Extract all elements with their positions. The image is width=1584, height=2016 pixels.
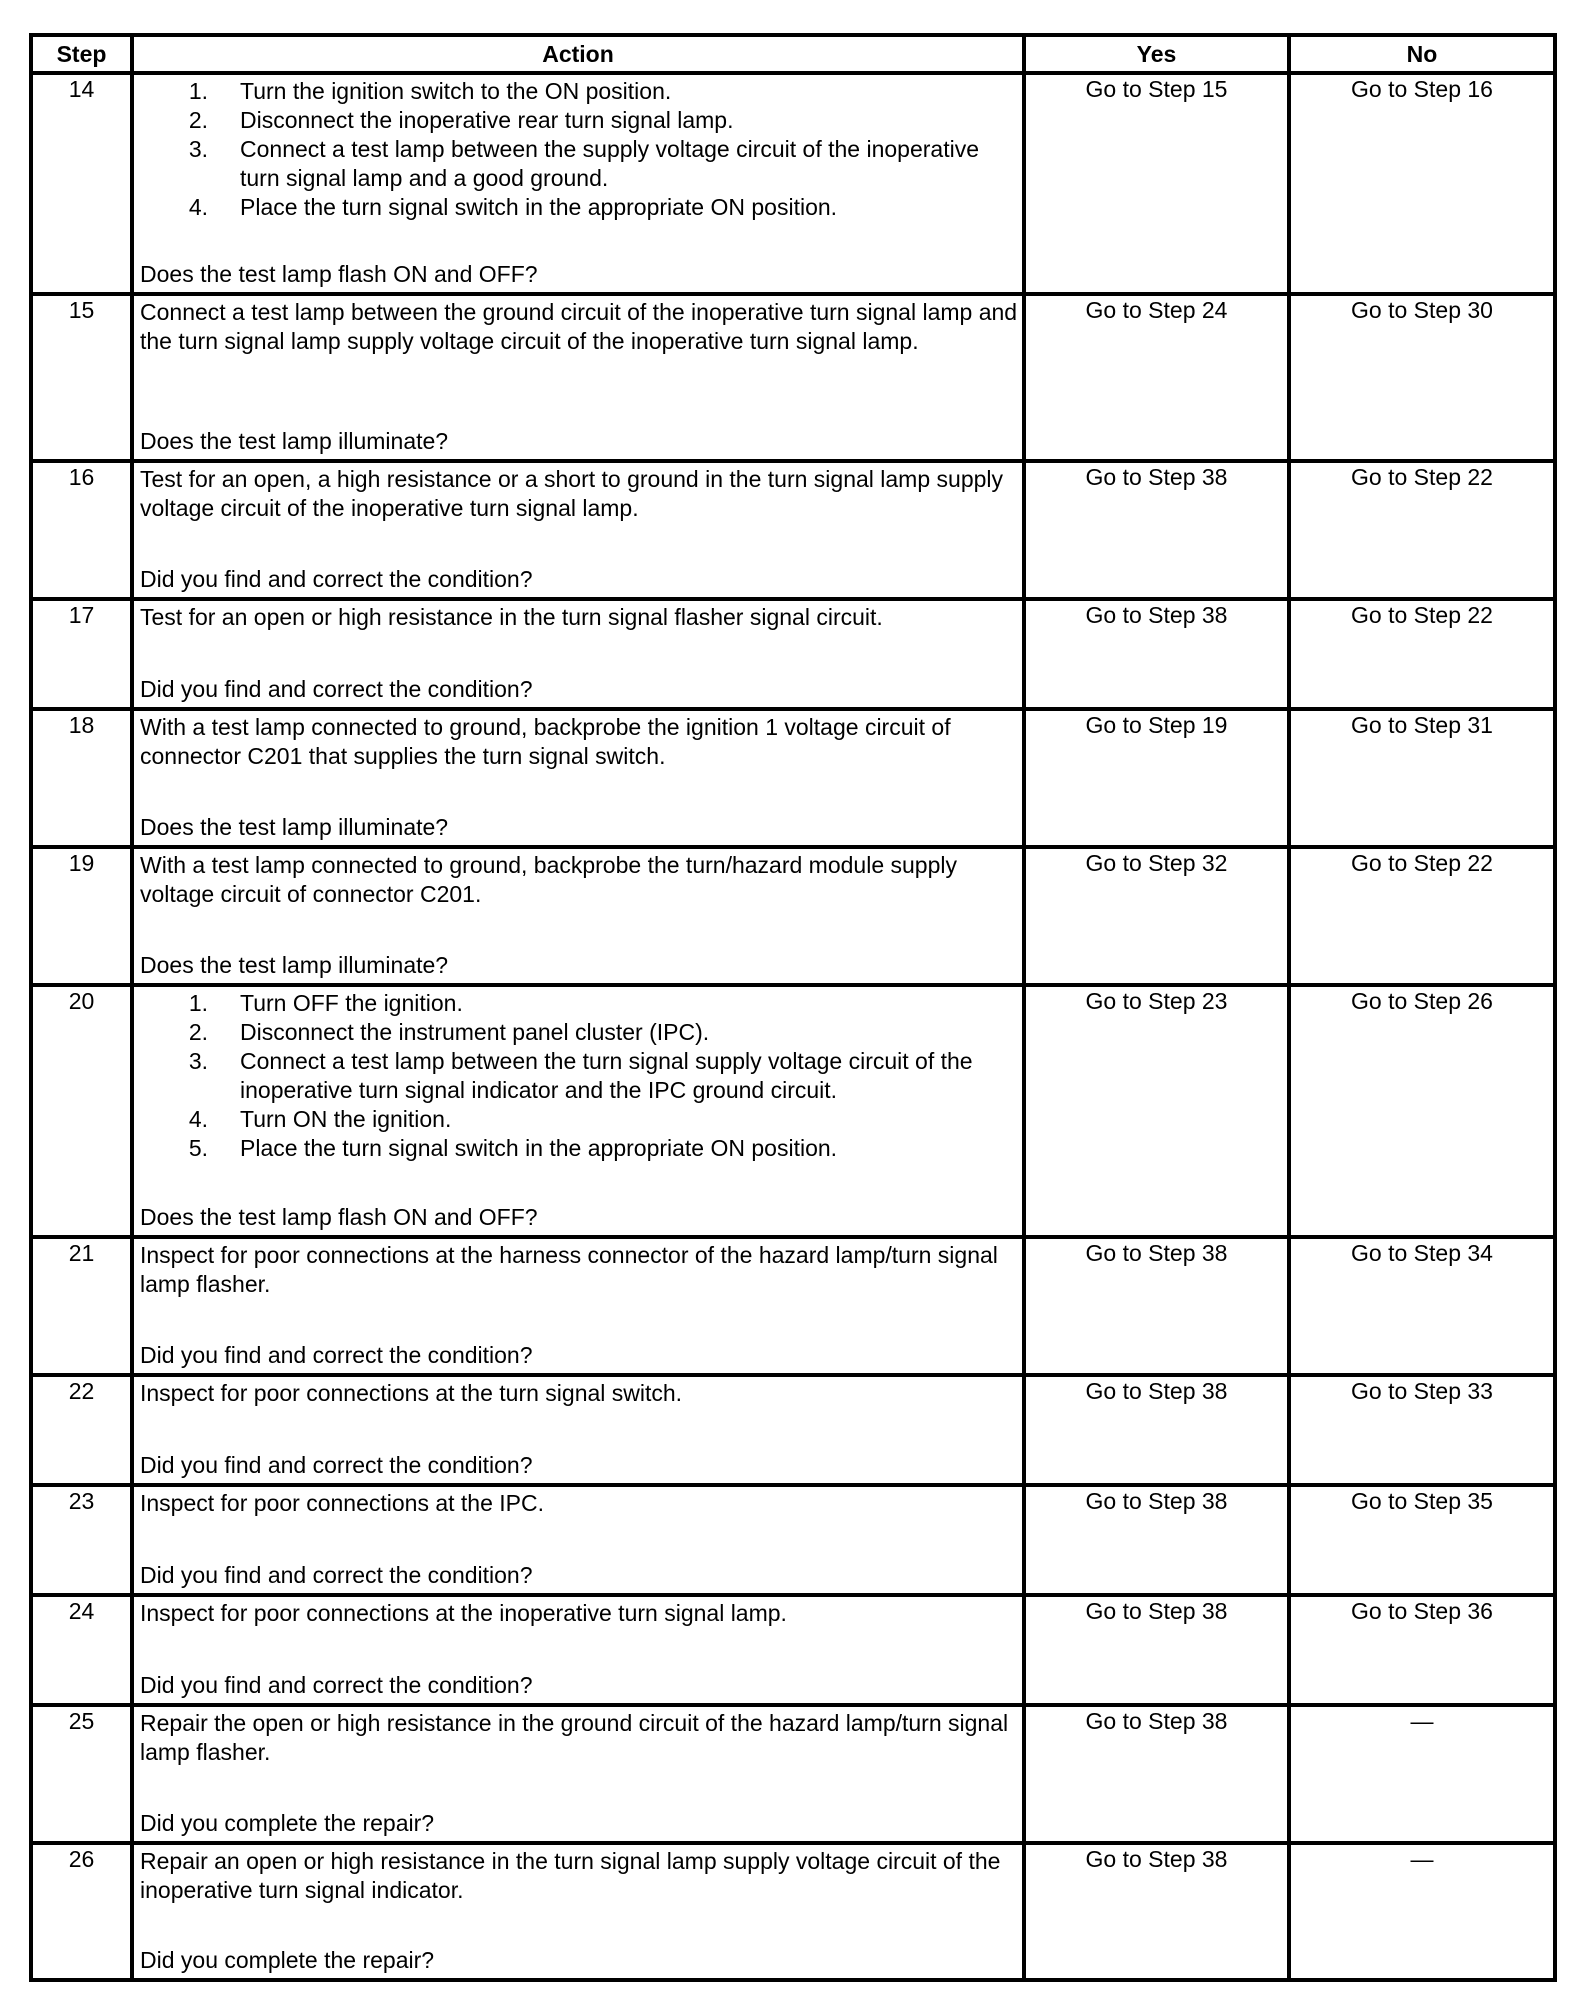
list-item-text: Connect a test lamp between the turn signal supply voltage circuit of the inoperative turn signal indicator and the IPC ground circuit. xyxy=(240,1048,973,1103)
action-instructions xyxy=(140,1489,1018,1561)
no-result: — xyxy=(1410,1846,1434,1872)
no-result: Go to Step 22 xyxy=(1351,602,1493,628)
action-text: With a test lamp connected to ground, backprobe the turn/hazard module supply voltage circuit of connector C201. xyxy=(140,852,957,907)
list-item-text: Turn ON the ignition. xyxy=(240,1106,452,1132)
no-cell xyxy=(1289,1237,1555,1375)
yes-result: Go to Step 38 xyxy=(1085,1488,1228,1514)
yes-cell xyxy=(1024,1485,1289,1595)
action-cell xyxy=(132,1375,1024,1485)
action-text: Inspect for poor connections at the IPC. xyxy=(140,1490,545,1516)
no-cell xyxy=(1289,709,1555,847)
action-instructions xyxy=(140,851,1018,951)
action-content xyxy=(134,1239,1022,1373)
step-number: 19 xyxy=(31,847,132,985)
table-row xyxy=(31,1485,1555,1595)
header-step: Step xyxy=(31,35,132,73)
action-text: Test for an open, a high resistance or a short to ground in the turn signal lamp supply voltage circuit of the inoperative turn signal lamp. xyxy=(140,466,1004,521)
list-item-text: Disconnect the inoperative rear turn signal lamp. xyxy=(240,107,734,133)
header-no: No xyxy=(1289,35,1555,73)
yes-cell xyxy=(1024,73,1289,294)
list-item xyxy=(140,1134,1018,1163)
yes-result: Go to Step 38 xyxy=(1085,602,1228,628)
action-instructions xyxy=(140,1241,1018,1341)
yes-result: Go to Step 38 xyxy=(1085,1378,1228,1404)
list-item-number: 2. xyxy=(188,1019,208,1045)
step-number: 15 xyxy=(31,294,132,461)
action-cell xyxy=(132,985,1024,1237)
step-number: 14 xyxy=(31,73,132,294)
no-cell xyxy=(1289,1595,1555,1705)
action-content xyxy=(134,296,1022,459)
list-item-text: Turn OFF the ignition. xyxy=(240,990,463,1016)
header-row xyxy=(31,35,1555,73)
header-action: Action xyxy=(132,35,1024,73)
list-item-number: 4. xyxy=(188,194,208,220)
no-result: Go to Step 22 xyxy=(1351,464,1493,490)
list-item xyxy=(140,1105,1018,1134)
action-question: Does the test lamp illuminate? xyxy=(140,952,449,978)
no-result: Go to Step 31 xyxy=(1351,712,1493,738)
table-row xyxy=(31,985,1555,1237)
action-question: Did you complete the repair? xyxy=(140,1810,435,1836)
action-cell xyxy=(132,1595,1024,1705)
action-cell xyxy=(132,1237,1024,1375)
list-item-number: 2. xyxy=(188,107,208,133)
table-row xyxy=(31,709,1555,847)
no-cell xyxy=(1289,73,1555,294)
no-cell xyxy=(1289,1375,1555,1485)
table-row xyxy=(31,461,1555,599)
yes-cell xyxy=(1024,1375,1289,1485)
table-row xyxy=(31,847,1555,985)
yes-cell xyxy=(1024,599,1289,709)
no-result: Go to Step 26 xyxy=(1351,988,1493,1014)
action-question: Did you find and correct the condition? xyxy=(140,1452,533,1478)
action-instructions xyxy=(140,1379,1018,1451)
no-result: Go to Step 35 xyxy=(1351,1488,1493,1514)
yes-result: Go to Step 19 xyxy=(1085,712,1228,738)
action-instructions xyxy=(140,465,1018,565)
action-question: Does the test lamp illuminate? xyxy=(140,428,449,454)
header-yes: Yes xyxy=(1024,35,1289,73)
no-cell xyxy=(1289,599,1555,709)
yes-cell xyxy=(1024,461,1289,599)
action-content xyxy=(134,1597,1022,1703)
action-text: With a test lamp connected to ground, backprobe the ignition 1 voltage circuit of connector C201 that supplies the turn signal switch. xyxy=(140,714,951,769)
action-cell xyxy=(132,1705,1024,1843)
action-text: Inspect for poor connections at the inoperative turn signal lamp. xyxy=(140,1600,787,1626)
step-number: 23 xyxy=(31,1485,132,1595)
instruction-list xyxy=(140,989,1018,1163)
table-row xyxy=(31,73,1555,294)
table-row xyxy=(31,1375,1555,1485)
list-item xyxy=(140,989,1018,1018)
list-item-text: Place the turn signal switch in the appropriate ON position. xyxy=(240,194,838,220)
list-item-text: Place the turn signal switch in the appropriate ON position. xyxy=(240,1135,838,1161)
action-content xyxy=(134,75,1022,292)
action-instructions xyxy=(140,713,1018,813)
yes-result: Go to Step 23 xyxy=(1085,988,1228,1014)
step-number: 21 xyxy=(31,1237,132,1375)
list-item-text: Turn the ignition switch to the ON position. xyxy=(240,78,672,104)
table-row xyxy=(31,1843,1555,1980)
yes-result: Go to Step 15 xyxy=(1085,76,1228,102)
no-result: — xyxy=(1410,1708,1434,1734)
list-item-number: 4. xyxy=(188,1106,208,1132)
table-body xyxy=(31,73,1555,1980)
action-text: Connect a test lamp between the ground circuit of the inoperative turn signal lamp and the turn signal lamp supply voltage circuit of the inoperative turn signal lamp. xyxy=(140,299,1018,354)
list-item xyxy=(140,77,1018,106)
step-number: 24 xyxy=(31,1595,132,1705)
no-cell xyxy=(1289,985,1555,1237)
action-instructions xyxy=(140,603,1018,675)
list-item-number: 1. xyxy=(188,990,208,1016)
no-cell xyxy=(1289,461,1555,599)
yes-cell xyxy=(1024,1705,1289,1843)
yes-result: Go to Step 38 xyxy=(1085,1598,1228,1624)
list-item-number: 5. xyxy=(188,1135,208,1161)
action-question: Does the test lamp illuminate? xyxy=(140,814,449,840)
action-question: Does the test lamp flash ON and OFF? xyxy=(140,261,538,287)
action-question: Does the test lamp flash ON and OFF? xyxy=(140,1204,538,1230)
action-question: Did you find and correct the condition? xyxy=(140,566,533,592)
action-cell xyxy=(132,1843,1024,1980)
yes-result: Go to Step 24 xyxy=(1085,297,1228,323)
action-text: Test for an open or high resistance in the turn signal flasher signal circuit. xyxy=(140,604,883,630)
list-item-number: 3. xyxy=(188,136,208,162)
action-content xyxy=(134,601,1022,707)
action-instructions xyxy=(140,77,1018,260)
list-item xyxy=(140,193,1018,222)
action-text: Repair the open or high resistance in the ground circuit of the hazard lamp/turn signal lamp flasher. xyxy=(140,1710,1009,1765)
action-content xyxy=(134,1487,1022,1593)
action-cell xyxy=(132,461,1024,599)
diagnostic-table xyxy=(29,33,1557,1982)
list-item xyxy=(140,1018,1018,1047)
action-instructions xyxy=(140,298,1018,427)
list-item xyxy=(140,1047,1018,1105)
action-content xyxy=(134,849,1022,983)
action-question: Did you complete the repair? xyxy=(140,1947,435,1973)
list-item xyxy=(140,106,1018,135)
table-row xyxy=(31,599,1555,709)
action-content xyxy=(134,711,1022,845)
yes-result: Go to Step 38 xyxy=(1085,464,1228,490)
action-question: Did you find and correct the condition? xyxy=(140,676,533,702)
list-item-number: 3. xyxy=(188,1048,208,1074)
action-cell xyxy=(132,709,1024,847)
step-number: 20 xyxy=(31,985,132,1237)
action-content xyxy=(134,1707,1022,1841)
list-item xyxy=(140,135,1018,193)
action-content xyxy=(134,1377,1022,1483)
action-content xyxy=(134,1845,1022,1978)
action-text: Inspect for poor connections at the harness connector of the hazard lamp/turn signal lamp flasher. xyxy=(140,1242,998,1297)
yes-cell xyxy=(1024,1237,1289,1375)
action-cell xyxy=(132,599,1024,709)
action-cell xyxy=(132,1485,1024,1595)
table-row xyxy=(31,1705,1555,1843)
no-result: Go to Step 33 xyxy=(1351,1378,1493,1404)
step-number: 22 xyxy=(31,1375,132,1485)
table-row xyxy=(31,1237,1555,1375)
step-number: 16 xyxy=(31,461,132,599)
step-number: 17 xyxy=(31,599,132,709)
no-result: Go to Step 30 xyxy=(1351,297,1493,323)
yes-result: Go to Step 38 xyxy=(1085,1708,1228,1734)
no-result: Go to Step 16 xyxy=(1351,76,1493,102)
no-cell xyxy=(1289,847,1555,985)
step-number: 26 xyxy=(31,1843,132,1980)
list-item-text: Disconnect the instrument panel cluster (IPC). xyxy=(240,1019,710,1045)
yes-result: Go to Step 32 xyxy=(1085,850,1228,876)
table-row xyxy=(31,294,1555,461)
action-cell xyxy=(132,73,1024,294)
no-cell xyxy=(1289,1485,1555,1595)
yes-cell xyxy=(1024,1595,1289,1705)
yes-cell xyxy=(1024,847,1289,985)
list-item-text: Connect a test lamp between the supply voltage circuit of the inoperative turn signal lamp and a good ground. xyxy=(240,136,979,191)
step-number: 18 xyxy=(31,709,132,847)
yes-result: Go to Step 38 xyxy=(1085,1240,1228,1266)
step-number: 25 xyxy=(31,1705,132,1843)
yes-cell xyxy=(1024,709,1289,847)
no-cell xyxy=(1289,1843,1555,1980)
yes-cell xyxy=(1024,1843,1289,1980)
action-instructions xyxy=(140,1709,1018,1809)
action-text: Inspect for poor connections at the turn signal switch. xyxy=(140,1380,683,1406)
action-instructions xyxy=(140,989,1018,1203)
yes-cell xyxy=(1024,294,1289,461)
action-text: Repair an open or high resistance in the turn signal lamp supply voltage circuit of the inoperative turn signal indicator. xyxy=(140,1848,1001,1903)
action-instructions xyxy=(140,1599,1018,1671)
action-question: Did you find and correct the condition? xyxy=(140,1562,533,1588)
action-content xyxy=(134,987,1022,1235)
action-content xyxy=(134,463,1022,597)
action-question: Did you find and correct the condition? xyxy=(140,1672,533,1698)
yes-cell xyxy=(1024,985,1289,1237)
action-cell xyxy=(132,294,1024,461)
yes-result: Go to Step 38 xyxy=(1085,1846,1228,1872)
action-cell xyxy=(132,847,1024,985)
no-result: Go to Step 22 xyxy=(1351,850,1493,876)
list-item-number: 1. xyxy=(188,78,208,104)
no-cell xyxy=(1289,294,1555,461)
no-cell xyxy=(1289,1705,1555,1843)
no-result: Go to Step 34 xyxy=(1351,1240,1493,1266)
instruction-list xyxy=(140,77,1018,222)
no-result: Go to Step 36 xyxy=(1351,1598,1493,1624)
action-question: Did you find and correct the condition? xyxy=(140,1342,533,1368)
table-row xyxy=(31,1595,1555,1705)
action-instructions xyxy=(140,1847,1018,1946)
